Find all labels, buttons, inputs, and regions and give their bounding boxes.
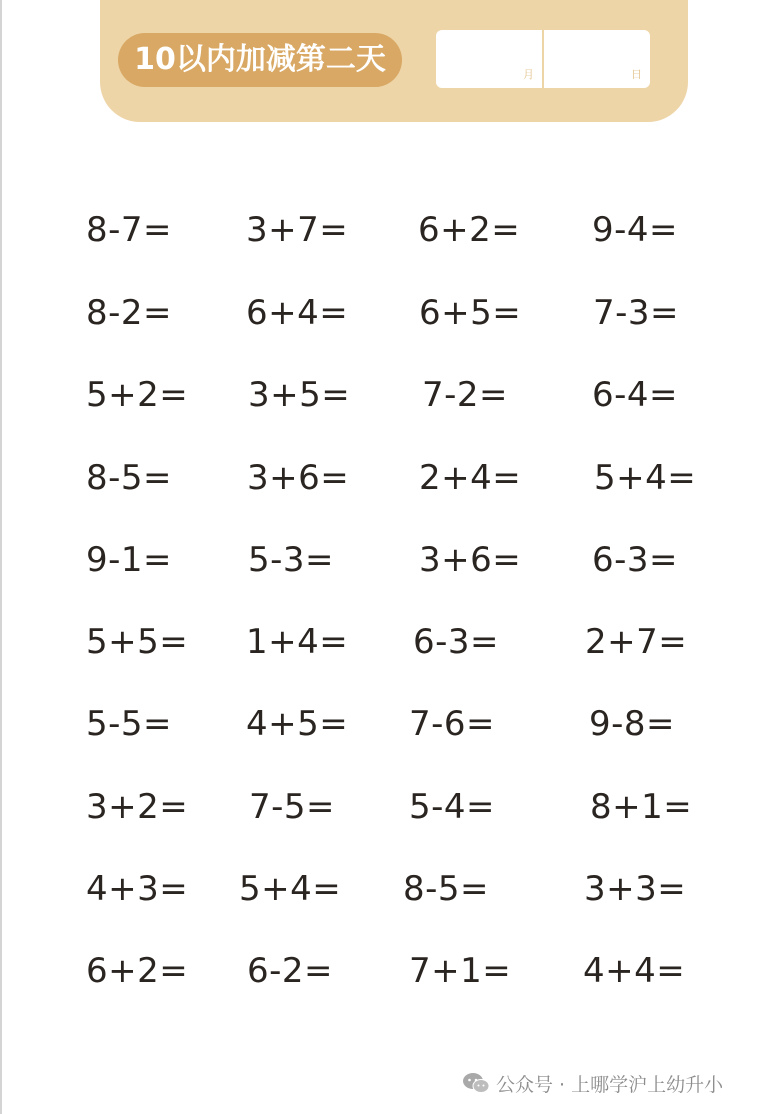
problem-r10-c2: 6-2= (247, 951, 334, 991)
problem-r3-c2: 3+5= (248, 375, 351, 415)
problem-r5-c1: 9-1= (86, 540, 173, 580)
watermark (462, 1070, 723, 1096)
problem-r8-c1: 3+2= (86, 787, 189, 827)
problem-r7-c4: 9-8= (589, 704, 676, 744)
problem-r4-c3: 2+4= (419, 458, 522, 498)
day-field[interactable] (544, 30, 650, 88)
day-unit-label: 日 (631, 68, 642, 81)
problem-r9-c1: 4+3= (86, 869, 189, 909)
problem-r7-c3: 7-6= (409, 704, 496, 744)
month-unit-label: 月 (523, 68, 534, 81)
worksheet-title: 10以内加减第二天 (118, 33, 402, 87)
problem-r2-c4: 7-3= (593, 293, 680, 333)
problem-r7-c1: 5-5= (86, 704, 173, 744)
problem-r1-c1: 8-7= (86, 210, 173, 250)
problem-r3-c3: 7-2= (422, 375, 509, 415)
problem-r3-c1: 5+2= (86, 375, 189, 415)
watermark-text: 公众号 · 上哪学沪上幼升小 (496, 1073, 724, 1096)
wechat-icon (462, 1072, 490, 1094)
problem-r5-c2: 5-3= (248, 540, 335, 580)
month-field[interactable] (436, 30, 542, 88)
problem-r2-c1: 8-2= (86, 293, 173, 333)
problem-r8-c3: 5-4= (409, 787, 496, 827)
problem-r5-c3: 3+6= (419, 540, 522, 580)
problem-r6-c3: 6-3= (413, 622, 500, 662)
problem-r10-c1: 6+2= (86, 951, 189, 991)
problem-r4-c2: 3+6= (247, 458, 350, 498)
page-edge-rule (0, 0, 2, 1114)
problem-r2-c3: 6+5= (419, 293, 522, 333)
problem-r8-c4: 8+1= (590, 787, 693, 827)
problem-r9-c4: 3+3= (584, 869, 687, 909)
problem-r10-c3: 7+1= (409, 951, 512, 991)
problem-r2-c2: 6+4= (246, 293, 349, 333)
problem-r9-c3: 8-5= (403, 869, 490, 909)
problem-r6-c4: 2+7= (585, 622, 688, 662)
problem-r3-c4: 6-4= (592, 375, 679, 415)
problem-r10-c4: 4+4= (583, 951, 686, 991)
problem-r5-c4: 6-3= (592, 540, 679, 580)
problem-r7-c2: 4+5= (246, 704, 349, 744)
problem-r1-c2: 3+7= (246, 210, 349, 250)
problem-r8-c2: 7-5= (249, 787, 336, 827)
problem-r6-c2: 1+4= (246, 622, 349, 662)
problem-r4-c1: 8-5= (86, 458, 173, 498)
problem-r1-c3: 6+2= (418, 210, 521, 250)
problem-r4-c4: 5+4= (594, 458, 697, 498)
problem-r6-c1: 5+5= (86, 622, 189, 662)
problem-r9-c2: 5+4= (239, 869, 342, 909)
problem-r1-c4: 9-4= (592, 210, 679, 250)
